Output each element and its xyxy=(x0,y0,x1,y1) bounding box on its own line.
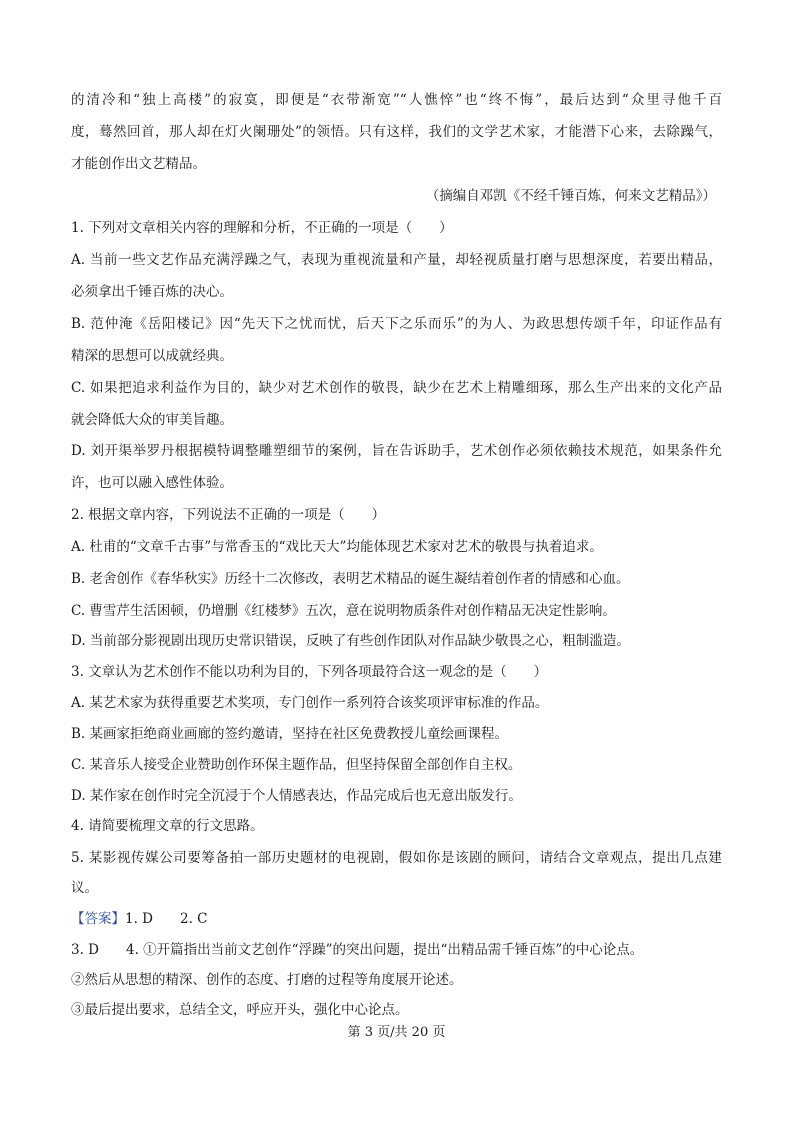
source-citation: （摘编自邓凯《不经千锤百炼，何来文艺精品》） xyxy=(425,188,716,204)
question-5-cont: 议。 xyxy=(71,880,98,896)
question-1-option-c: C. 如果把追求利益作为目的，缺少对艺术创作的敬畏，缺少在艺术上精雕细琢，那么生产出来的文化产品 xyxy=(71,380,722,396)
question-2-option-d: D. 当前部分影视剧出现历史常识错误，反映了有些创作团队对作品缺少敬畏之心，粗制滥造。 xyxy=(71,633,630,649)
question-1-option-b: B. 范仲淹《岳阳楼记》因“先天下之忧而忧，后天下之乐而乐”的为人、为政思想传颂千年，印证作品有 xyxy=(71,316,722,332)
question-1-option-b-cont: 精深的思想可以成就经典。 xyxy=(71,348,233,364)
question-2-stem: 2. 根据文章内容，下列说法不正确的一项是（ ） xyxy=(71,507,386,523)
answer-line: 3. D 4. ①开篇指出当前文艺创作“浮躁”的突出问题，提出“出精品需千锤百炼”的中心论点。 xyxy=(71,942,644,958)
answer-line: ②然后从思想的精深、创作的态度、打磨的过程等角度展开论述。 xyxy=(71,972,463,988)
answer-label: 【答案】 xyxy=(71,911,125,927)
question-5: 5. 某影视传媒公司要筹备拍一部历史题材的电视剧，假如你是该剧的顾问，请结合文章观点，提出几点建 xyxy=(71,850,722,866)
passage-line: 度，蓦然回首，那人却在灯火阑珊处”的领悟。只有这样，我们的文学艺术家，才能潜下心来，去除躁气， xyxy=(71,124,722,140)
question-3-option-a: A. 某艺术家为获得重要艺术奖项，专门创作一系列符合该奖项评审标准的作品。 xyxy=(71,695,549,711)
question-4: 4. 请简要梳理文章的行文思路。 xyxy=(71,818,264,834)
passage-line: 才能创作出文艺精品。 xyxy=(71,156,206,172)
question-1-option-a-cont: 必须拿出千锤百炼的决心。 xyxy=(71,284,233,300)
question-2-option-a: A. 杜甫的“文章千古事”与常香玉的“戏比天大”均能体现艺术家对艺术的敬畏与执着追求。 xyxy=(71,539,603,555)
answer-text: 1. D 2. C xyxy=(125,911,208,927)
passage-line: 的清冷和“独上高楼”的寂寞，即便是“衣带渐宽”“人憔悴”也“终不悔”，最后达到“众里寻他千百 xyxy=(71,92,722,108)
question-1-option-d: D. 刘开渠举罗丹根据模特调整雕塑细节的案例，旨在告诉助手，艺术创作必须依赖技术规范，如果条件允 xyxy=(71,443,722,459)
question-3-stem: 3. 文章认为艺术创作不能以功利为目的，下列各项最符合这一观念的是（ ） xyxy=(71,664,548,680)
question-1-option-c-cont: 就会降低大众的审美旨趣。 xyxy=(71,412,233,428)
question-3-option-b: B. 某画家拒绝商业画廊的签约邀请，坚持在社区免费教授儿童绘画课程。 xyxy=(71,726,509,742)
question-1-option-d-cont: 许，也可以融入感性体验。 xyxy=(71,475,233,491)
question-3-option-d: D. 某作家在创作时完全沉浸于个人情感表达，作品完成后也无意出版发行。 xyxy=(71,788,522,804)
question-3-option-c: C. 某音乐人接受企业赞助创作环保主题作品，但坚持保留全部创作自主权。 xyxy=(71,757,522,773)
question-2-option-b: B. 老舍创作《春华秋实》历经十二次修改，表明艺术精品的诞生凝结着创作者的情感和心血。 xyxy=(71,571,630,587)
question-1-option-a: A. 当前一些文艺作品充满浮躁之气，表现为重视流量和产量，却轻视质量打磨与思想深度，若要出精品， xyxy=(71,252,722,268)
answer-line xyxy=(71,909,722,929)
answer-line: ③最后提出要求，总结全文，呼应开头，强化中心论点。 xyxy=(71,1002,409,1018)
question-1-stem: 1. 下列对文章相关内容的理解和分析，不正确的一项是（ ） xyxy=(71,220,453,236)
question-2-option-c: C. 曹雪芹生活困顿，仍增删《红楼梦》五次，意在说明物质条件对创作精品无决定性影响。 xyxy=(71,603,616,619)
page-number: 第 3 页/共 20 页 xyxy=(347,1025,446,1040)
